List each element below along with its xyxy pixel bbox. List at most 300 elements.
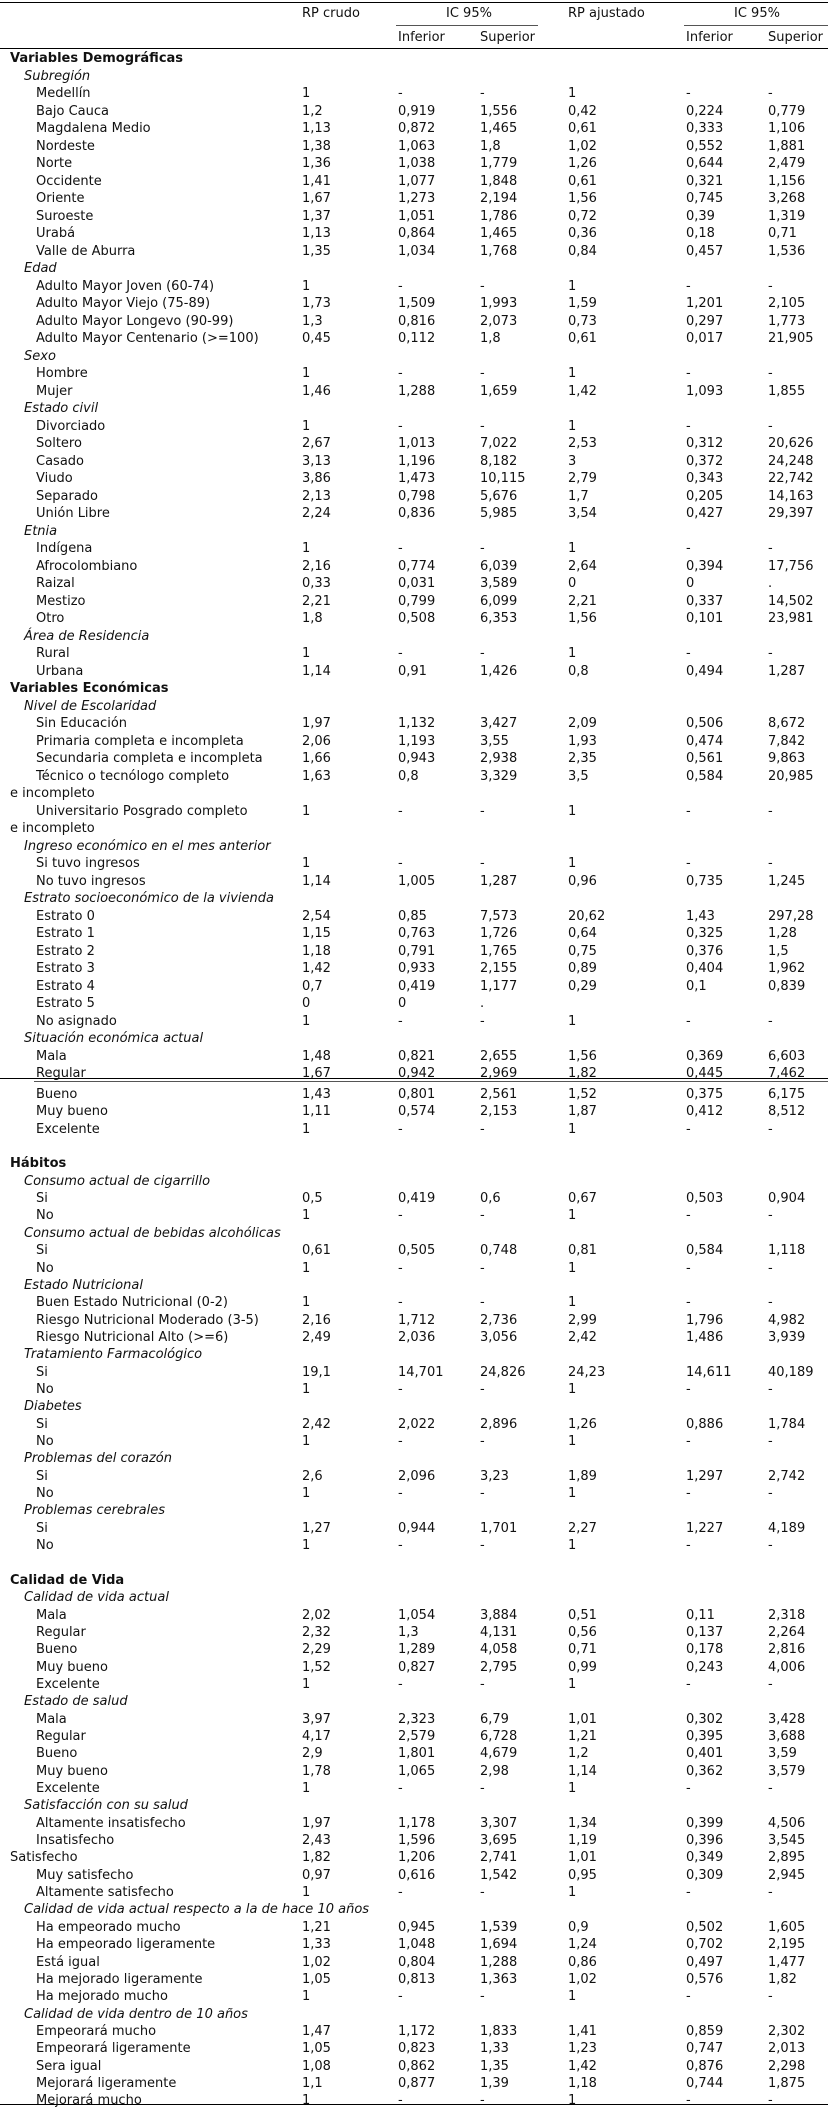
cell-ic-superior-crudo: 1,8 [480,138,501,154]
cell-rp-crudo: 1,73 [302,296,331,311]
row-label: Ha mejorado ligeramente [36,1971,203,1987]
cell-rp-crudo: 1,14 [302,873,331,889]
row-label: Satisfecho [10,1850,78,1866]
cell-ic-inferior-crudo: 0,827 [398,1659,436,1675]
cell-ic-inferior-ajustado: 0,457 [686,243,724,259]
cell-ic-inferior-ajustado: 0,321 [686,173,724,189]
cell-ic-superior-ajustado: - [768,418,773,434]
section-heading-row [0,680,838,697]
row-label: Bueno [36,1087,78,1102]
cell-rp-ajustado: 0,64 [568,926,597,941]
cell-ic-inferior-crudo: 0,574 [398,1104,436,1120]
row-label: Variables Demográficas [10,51,184,66]
row-label: Indígena [36,541,93,556]
cell-ic-inferior-ajustado: 0,412 [686,1104,724,1120]
row-label: Ingreso económico en el mes anterior [24,838,271,854]
cell-rp-crudo: 1,1 [302,2075,323,2091]
cell-ic-inferior-crudo: 0,813 [398,1971,436,1987]
row-label: Adulto Mayor Centenario (>=100) [36,331,259,346]
cell-ic-inferior-ajustado: 0,503 [686,1191,724,1207]
cell-ic-superior-crudo: 7,573 [480,908,518,924]
table-row [0,1013,838,1030]
cell-rp-crudo: 1 [302,1434,311,1449]
cell-ic-superior-ajustado: 7,842 [768,733,806,749]
cell-ic-superior-crudo: 0,748 [480,1243,518,1259]
cell-ic-superior-crudo: 1,701 [480,1520,518,1536]
cell-rp-ajustado: 2,35 [568,751,597,766]
cell-rp-crudo: 1 [302,856,311,871]
cell-ic-superior-ajustado: . [768,576,773,591]
cell-ic-inferior-ajustado: - [686,541,691,556]
row-label: No [36,1260,54,1276]
cell-rp-crudo: 1,37 [302,208,331,224]
cell-ic-superior-crudo: 2,896 [480,1416,518,1432]
table-row [0,575,838,592]
table-row [0,2075,838,2092]
cell-ic-inferior-ajustado: 0,18 [686,226,715,241]
cell-ic-inferior-crudo: 0,943 [398,751,436,766]
cell-ic-inferior-ajustado: 0,297 [686,313,724,329]
table-row [0,1711,838,1728]
cell-rp-ajustado: 2,09 [568,716,597,731]
cell-rp-ajustado: 0,89 [568,961,597,976]
cell-ic-superior-crudo: . [480,996,485,1011]
cell-ic-inferior-crudo: 1,596 [398,1833,436,1849]
cell-rp-crudo: 19,1 [302,1364,331,1380]
cell-ic-superior-ajustado: - [768,278,773,294]
cell-ic-superior-crudo: 1,8 [480,331,501,346]
cell-rp-ajustado: 1 [568,1295,577,1311]
cell-ic-inferior-crudo: - [398,1989,403,2005]
cell-ic-superior-ajustado: 0,839 [768,978,806,994]
cell-ic-superior-ajustado: 22,742 [768,471,814,486]
row-label: Problemas del corazón [24,1451,172,1467]
table-row [0,225,838,242]
row-label: Mala [36,1607,67,1623]
cell-rp-crudo: 1 [302,1676,311,1692]
cell-rp-crudo: 1,67 [302,191,331,206]
cell-rp-ajustado: 1,21 [568,1728,597,1744]
cell-ic-inferior-ajustado: 0,876 [686,2058,724,2074]
cell-rp-crudo: 1,08 [302,2058,331,2074]
table-row [0,1659,838,1676]
cell-ic-superior-crudo: 8,182 [480,453,518,469]
row-label: Valle de Aburra [36,243,136,259]
cell-ic-superior-crudo: 1,659 [480,383,518,399]
cell-ic-inferior-ajustado: 0,561 [686,751,724,766]
row-label: Sexo [24,348,56,364]
cell-ic-inferior-ajustado: 0,404 [686,961,724,976]
cell-ic-inferior-crudo: 0,933 [398,961,436,976]
cell-ic-inferior-ajustado: - [686,1295,691,1311]
cell-ic-inferior-ajustado: 0,494 [686,663,724,679]
cell-rp-crudo: 2,67 [302,436,331,451]
row-label: Nivel de Escolaridad [24,698,157,714]
cell-ic-inferior-crudo: - [398,1295,403,1311]
cell-rp-ajustado: 1 [568,541,577,556]
cell-ic-inferior-crudo: 0,942 [398,1066,436,1081]
cell-ic-superior-ajustado: 20,985 [768,768,814,784]
table-row [0,943,838,960]
row-label: Altamente insatisfecho [36,1815,186,1831]
cell-ic-inferior-crudo: 0,91 [398,663,427,679]
cell-rp-crudo: 1,46 [302,383,331,399]
cell-ic-inferior-ajustado: 1,297 [686,1468,724,1484]
row-label: Excelente [36,1781,100,1796]
cell-ic-superior-crudo: 2,194 [480,191,518,206]
row-label: Magdalena Medio [36,121,151,136]
cell-ic-inferior-crudo: - [398,1781,403,1796]
cell-rp-ajustado: 2,99 [568,1312,597,1328]
cell-ic-superior-crudo: 2,561 [480,1087,518,1102]
table-row [0,1849,838,1866]
row-label: Calidad de vida actual [24,1590,169,1606]
cell-ic-superior-crudo: 7,022 [480,436,518,451]
row-label: Separado [36,488,98,504]
cell-ic-superior-crudo: 1,287 [480,873,518,889]
table-row [0,733,838,750]
cell-rp-crudo: 1,38 [302,138,331,154]
table-row [0,960,838,977]
cell-ic-superior-ajustado: 8,672 [768,716,806,731]
row-label: Ha empeorado ligeramente [36,1937,216,1953]
table-row [0,365,838,382]
cell-rp-crudo: 1,27 [302,1520,331,1536]
cell-ic-inferior-crudo: - [398,1434,403,1449]
row-label: Estado Nutricional [24,1277,143,1293]
cell-rp-ajustado: 0,84 [568,243,597,259]
cell-rp-ajustado: 1 [568,1260,577,1276]
cell-ic-superior-ajustado: 2,945 [768,1867,806,1883]
cell-ic-superior-crudo: 4,058 [480,1642,518,1658]
cell-ic-inferior-ajustado: 0,343 [686,471,724,486]
cell-ic-superior-crudo: 6,353 [480,611,518,626]
cell-ic-superior-crudo: 3,695 [480,1833,518,1849]
row-label: Adulto Mayor Viejo (75-89) [36,296,211,311]
cell-rp-ajustado: 0,61 [568,121,597,136]
cell-ic-superior-ajustado: 4,006 [768,1659,806,1675]
header-inferior-crudo: Inferior [398,30,445,45]
cell-rp-ajustado: 1,87 [568,1104,597,1120]
cell-ic-superior-ajustado: 40,189 [768,1364,814,1380]
row-label: Casado [36,453,84,469]
row-label: Técnico o tecnólogo completo [36,768,230,784]
row-label: e incompleto [10,821,95,836]
cell-ic-superior-crudo: 3,55 [480,733,509,749]
table-row [0,1485,838,1502]
cell-ic-superior-ajustado: - [768,86,773,101]
cell-ic-superior-crudo: - [480,1434,485,1449]
cell-rp-ajustado: 1 [568,1989,577,2005]
cell-ic-superior-crudo: 3,056 [480,1329,518,1345]
table-row [0,1138,838,1155]
table-row [0,1312,838,1329]
cell-ic-superior-ajustado: 1,477 [768,1954,806,1970]
cell-ic-superior-ajustado: 1,855 [768,383,806,399]
table-row [0,278,838,295]
cell-rp-crudo: 1,2 [302,103,323,119]
row-label: Problemas cerebrales [24,1503,165,1519]
cell-ic-inferior-ajustado: 0,394 [686,558,724,574]
table-row [0,1190,838,1207]
row-label: Raizal [36,576,75,591]
cell-ic-superior-ajustado: 1,962 [768,961,806,976]
cell-ic-inferior-crudo: - [398,856,403,871]
cell-rp-crudo: 1 [302,1295,311,1311]
cell-ic-superior-crudo: 1,556 [480,103,518,119]
table-row [0,1260,838,1277]
row-label: Mala [36,1048,67,1064]
cell-rp-crudo: 2,6 [302,1468,323,1484]
table-row [0,1936,838,1953]
cell-ic-inferior-crudo: 1,013 [398,436,436,451]
cell-ic-inferior-crudo: - [398,2093,403,2109]
table-row [0,1433,838,1450]
cell-ic-superior-ajustado: 1,605 [768,1919,806,1935]
cell-ic-inferior-crudo: 1,034 [398,243,436,259]
subsection-heading-row [0,1277,838,1294]
cell-ic-superior-ajustado: - [768,1538,773,1554]
cell-ic-superior-crudo: - [480,1260,485,1276]
table-row [0,1728,838,1745]
cell-rp-crudo: 3,13 [302,453,331,469]
cell-rp-ajustado: 24,23 [568,1364,606,1380]
cell-ic-inferior-crudo: 1,048 [398,1937,436,1953]
cell-ic-superior-ajustado: 2,264 [768,1624,806,1640]
subsection-heading-row [0,1693,838,1710]
cell-ic-superior-crudo: 1,765 [480,943,518,959]
cell-rp-crudo: 1 [302,1781,311,1796]
cell-ic-inferior-ajustado: 0,396 [686,1833,724,1849]
subsection-heading-row [0,1030,838,1047]
cell-rp-ajustado: 3 [568,453,577,469]
subsection-heading-row [0,348,838,365]
row-label: Regular [36,1624,86,1640]
table-row [0,1832,838,1849]
cell-ic-inferior-crudo: 0,763 [398,926,436,941]
row-label: Empeorará ligeramente [36,2041,191,2057]
cell-rp-ajustado: 0,67 [568,1191,597,1207]
row-label: Hombre [36,366,88,381]
row-label: Norte [36,156,73,171]
subsection-heading-row [0,890,838,907]
table-row [0,1971,838,1988]
cell-ic-inferior-crudo: 1,196 [398,453,436,469]
cell-rp-crudo: 2,13 [302,488,331,504]
cell-rp-crudo: 1 [302,646,311,661]
cell-rp-ajustado: 1,24 [568,1937,597,1953]
table-row [0,1745,838,1762]
table-row [0,1763,838,1780]
cell-ic-inferior-crudo: 1,193 [398,733,436,749]
cell-ic-inferior-ajustado: 1,486 [686,1329,724,1345]
cell-ic-superior-crudo: 3,23 [480,1468,509,1484]
table-row [0,313,838,330]
table-row [0,138,838,155]
row-label: Estrato 0 [36,908,95,924]
table-row [0,1919,838,1936]
cell-ic-inferior-ajustado: 0,735 [686,873,724,889]
row-label: Ha mejorado mucho [36,1989,168,2005]
cell-ic-inferior-ajustado: 0,312 [686,436,724,451]
row-label: No [36,1434,54,1449]
cell-ic-inferior-ajustado: 0,337 [686,593,724,609]
cell-ic-superior-crudo: - [480,803,485,819]
section-heading-row [0,1155,838,1172]
table-row [0,1607,838,1624]
table-row [0,1048,838,1065]
page-break-rule [0,1078,828,1079]
cell-ic-superior-crudo: 10,115 [480,471,526,486]
table-row [0,453,838,470]
row-label: Ha empeorado mucho [36,1919,181,1935]
cell-ic-superior-ajustado: 3,268 [768,191,806,206]
table-row [0,803,838,820]
cell-ic-inferior-crudo: 0,419 [398,978,436,994]
cell-ic-superior-crudo: 4,131 [480,1624,518,1640]
cell-rp-ajustado: 1,56 [568,191,597,206]
cell-ic-superior-crudo: 1,542 [480,1867,518,1883]
cell-ic-inferior-ajustado: 0,584 [686,768,724,784]
cell-ic-superior-crudo: 1,993 [480,296,518,311]
cell-rp-crudo: 0,45 [302,331,331,346]
table-row [0,1381,838,1398]
cell-rp-ajustado: 1,56 [568,611,597,626]
row-label: Consumo actual de bebidas alcohólicas [24,1225,281,1241]
row-label: Área de Residencia [24,628,150,644]
table-row [0,1207,838,1224]
cell-rp-ajustado: 1,42 [568,383,597,399]
cell-ic-inferior-ajustado: - [686,1381,691,1397]
row-label: Divorciado [36,418,106,434]
cell-rp-crudo: 1,35 [302,243,331,259]
row-label: Situación económica actual [24,1031,204,1046]
row-label: Universitario Posgrado completo [36,803,248,819]
table-row [0,2058,838,2075]
row-label: Excelente [36,1676,100,1692]
table-row [0,330,838,347]
cell-ic-superior-ajustado: 20,626 [768,436,814,451]
cell-rp-crudo: 1,33 [302,1937,331,1953]
cell-ic-superior-ajustado: 6,603 [768,1048,806,1064]
row-label: Insatisfecho [36,1833,115,1849]
cell-ic-superior-crudo: 2,98 [480,1763,509,1779]
cell-rp-crudo: 4,17 [302,1728,331,1744]
row-label: No asignado [36,1013,117,1029]
row-label: Suroeste [36,208,94,224]
row-label: Adulto Mayor Joven (60-74) [36,278,215,294]
row-label: Variables Económicas [10,681,169,696]
subsection-heading-row [0,1589,838,1606]
row-label: No [36,1486,54,1502]
cell-ic-inferior-ajustado: 0,39 [686,208,715,224]
table-row [0,1103,838,1120]
row-label: Occidente [36,173,102,189]
cell-rp-crudo: 1 [302,803,311,819]
cell-rp-crudo: 1,47 [302,2023,331,2039]
cell-ic-inferior-ajustado: 0,376 [686,943,724,959]
cell-rp-ajustado: 2,53 [568,436,597,451]
cell-ic-inferior-crudo: 1,289 [398,1642,436,1658]
cell-rp-ajustado: 3,54 [568,506,597,521]
page-break-rule-inner [34,1081,828,1082]
cell-ic-superior-ajustado: 1,118 [768,1243,806,1259]
cell-ic-superior-ajustado: - [768,1781,773,1796]
subsection-heading-row [0,400,838,417]
cell-ic-superior-ajustado: - [768,1676,773,1692]
cell-ic-superior-ajustado: 1,536 [768,243,806,259]
cell-ic-inferior-crudo: 0,945 [398,1919,436,1935]
row-label: Unión Libre [36,506,110,521]
cell-rp-crudo: 2,02 [302,1607,331,1623]
cell-rp-crudo: 1 [302,1885,311,1901]
cell-ic-inferior-ajustado: 1,43 [686,908,715,924]
table-row [0,1416,838,1433]
table-row [0,383,838,400]
row-label: Bueno [36,1746,78,1762]
cell-ic-superior-ajustado: - [768,1208,773,1224]
row-label: Adulto Mayor Longevo (90-99) [36,313,234,329]
cell-ic-inferior-ajustado: 0,445 [686,1066,724,1081]
subsection-heading-row [0,1502,838,1519]
cell-ic-superior-crudo: 2,073 [480,313,518,329]
cell-ic-superior-crudo: - [480,856,485,871]
cell-ic-inferior-ajustado: 0,886 [686,1416,724,1432]
cell-rp-ajustado: 1 [568,418,577,434]
cell-ic-inferior-crudo: 0,8 [398,768,419,784]
cell-ic-inferior-crudo: 1,712 [398,1312,436,1328]
table-row [0,785,838,802]
table-row [0,470,838,487]
table-row [0,1329,838,1346]
row-label: Urabá [36,226,76,241]
cell-ic-inferior-crudo: 1,206 [398,1850,436,1866]
table-row [0,1537,838,1554]
cell-ic-superior-crudo: 1,465 [480,121,518,136]
row-label: Mejorará ligeramente [36,2075,177,2091]
cell-ic-superior-ajustado: 1,875 [768,2075,806,2091]
cell-ic-inferior-ajustado: 0,178 [686,1642,724,1658]
cell-ic-inferior-ajustado: 0,309 [686,1867,724,1883]
cell-ic-inferior-crudo: - [398,1208,403,1224]
cell-ic-inferior-crudo: 1,3 [398,1624,419,1640]
table-top-rule [0,2,828,3]
cell-ic-inferior-ajustado: - [686,2093,691,2109]
cell-ic-superior-ajustado: 3,545 [768,1833,806,1849]
subsection-heading-row [0,1797,838,1814]
cell-rp-crudo: 1,78 [302,1763,331,1779]
cell-rp-ajustado: 0,99 [568,1659,597,1675]
cell-rp-ajustado: 2,42 [568,1329,597,1345]
cell-ic-inferior-ajustado: 0,1 [686,978,707,994]
cell-rp-crudo: 2,42 [302,1416,331,1432]
cell-rp-ajustado: 1,52 [568,1087,597,1102]
cell-ic-superior-crudo: 4,679 [480,1746,518,1762]
cell-rp-crudo: 2,06 [302,733,331,749]
subsection-heading-row [0,628,838,645]
table-row [0,1884,838,1901]
header-ic-ajustado: IC 95% [734,6,780,21]
table-row [0,715,838,732]
cell-rp-crudo: 1 [302,418,311,434]
cell-ic-superior-ajustado: - [768,1013,773,1029]
cell-ic-inferior-ajustado: 0,474 [686,733,724,749]
cell-rp-ajustado: 1,26 [568,1416,597,1432]
cell-ic-inferior-ajustado: 0,369 [686,1048,724,1064]
cell-rp-ajustado: 1 [568,1676,577,1692]
table-row [0,610,838,627]
cell-ic-superior-crudo: 0,6 [480,1191,501,1207]
